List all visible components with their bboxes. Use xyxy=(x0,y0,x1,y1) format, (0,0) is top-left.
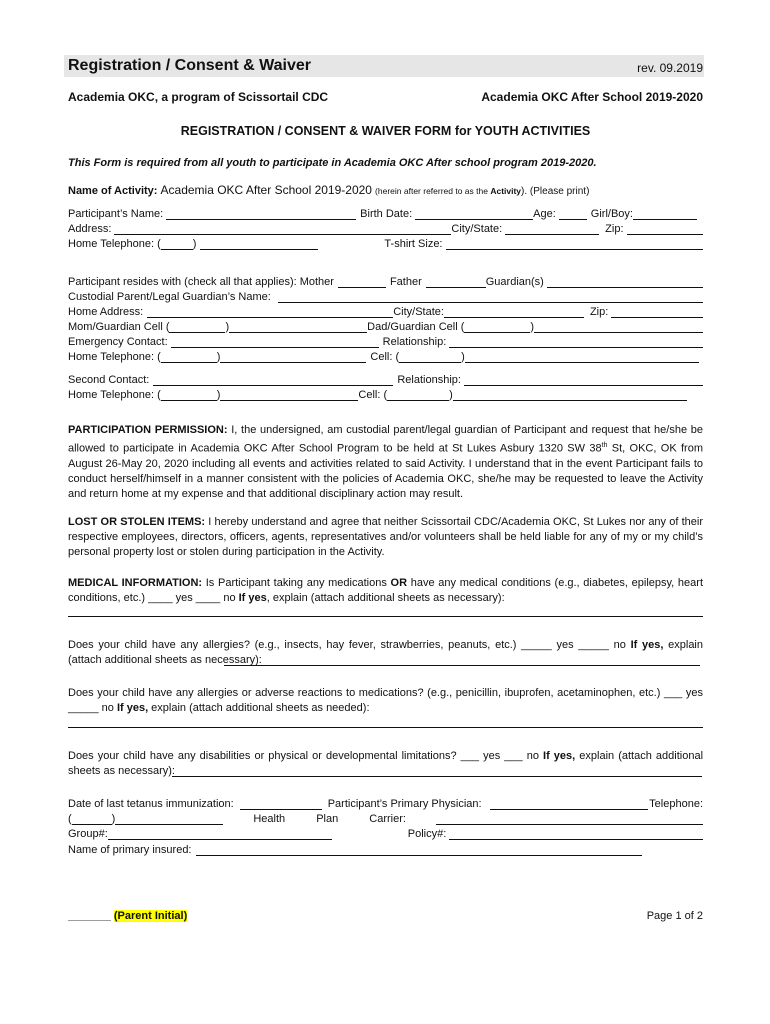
org-row xyxy=(68,90,703,104)
dad-cell-label: Dad/Guardian Cell ( xyxy=(367,321,465,333)
plan-row: ( ) Health Plan Carrier: xyxy=(68,813,703,825)
tetanus-row xyxy=(68,798,703,810)
medical-text-3: , explain (attach additional sheets as necessary): xyxy=(266,592,505,604)
zip-label: Zip: xyxy=(605,223,624,235)
physician-phone-label: Telephone: xyxy=(649,798,703,810)
second-cell-label: Cell: ( xyxy=(358,389,388,401)
custodial-field[interactable] xyxy=(278,293,703,303)
medical-text-2: have any medical conditions (e.g., diabetes, epilepsy, heart conditions, etc.) ____ yes ____ no xyxy=(68,577,704,604)
permission-text-1: I, the undersigned, am custodial parent/legal guardian of Participant and request that he/she be allowed to participate in Academia OKC After School Program to be held at St Lukes Asbury 1320 SW 38 xyxy=(68,424,703,455)
lost-paragraph xyxy=(68,515,703,560)
guardian-zip-label: Zip: xyxy=(589,306,609,318)
relationship2-field[interactable] xyxy=(464,376,703,386)
tetanus-field[interactable] xyxy=(240,800,322,810)
guardian-city-label: City/State: xyxy=(393,306,444,318)
reactions-if-yes: If yes, xyxy=(116,702,149,714)
physician-label: Participant’s Primary Physician: xyxy=(327,798,482,810)
cell-row: Mom/Guardian Cell ( ) Dad/Guardian Cell ( ) xyxy=(68,321,703,333)
city-field[interactable] xyxy=(505,225,599,235)
allergies-explain-field[interactable] xyxy=(224,654,700,666)
org-name: Academia OKC, a program of Scissortail CDC xyxy=(68,90,329,104)
second-contact-field[interactable] xyxy=(153,376,393,386)
revision: rev. 09.2019 xyxy=(637,61,703,75)
permission-sup: th xyxy=(601,442,608,449)
guardians-label: Guardian(s) xyxy=(485,276,544,288)
phone-area-field[interactable] xyxy=(161,240,193,250)
footer-row xyxy=(68,910,703,922)
activity-note-end: ). (Please print) xyxy=(521,186,590,197)
age-field[interactable] xyxy=(559,210,587,220)
phone-field[interactable] xyxy=(200,240,318,250)
medical-paragraph xyxy=(68,576,703,606)
reactions-explain-field[interactable] xyxy=(68,716,703,728)
emergency-field[interactable] xyxy=(171,338,379,348)
dad-cell-field[interactable] xyxy=(534,323,703,333)
mother-field[interactable] xyxy=(338,278,386,288)
medical-text-1: Is Participant taking any medications xyxy=(202,577,391,589)
policy-field[interactable] xyxy=(449,830,703,840)
phone-close: ) xyxy=(192,238,197,250)
activity-value[interactable]: Academia OKC After School 2019-2020 xyxy=(160,183,372,197)
group-label: Group#: xyxy=(68,828,108,840)
mom-cell-field[interactable] xyxy=(229,323,367,333)
group-field[interactable] xyxy=(108,830,332,840)
insured-field[interactable] xyxy=(196,846,642,856)
reactions-text-1: Does your child have any allergies or adverse reactions to medications? (e.g., penicillin, ibuprofen, acetaminophen, etc.) ___ yes _____ no xyxy=(68,687,703,714)
participant-name-row xyxy=(68,208,703,220)
tshirt-label: T-shirt Size: xyxy=(384,238,443,250)
page-number: Page 1 of 2 xyxy=(646,910,703,922)
guardian-city-field[interactable] xyxy=(444,308,584,318)
form-title: REGISTRATION / CONSENT & WAIVER FORM for YOUTH ACTIVITIES xyxy=(180,124,591,138)
allergies-text-2: explain (attach additional sheets as necessary): xyxy=(68,639,703,666)
allergies-text-1: Does your child have any allergies? (e.g., insects, hay fever, strawberries, peanuts, etc.) _____ yes _____ no xyxy=(68,639,631,651)
emergency-row xyxy=(68,336,703,348)
program-name: Academia OKC After School 2019-2020 xyxy=(481,90,703,104)
parent-initial-field[interactable]: _______ xyxy=(68,910,111,922)
medical-heading: MEDICAL INFORMATION: xyxy=(68,577,203,589)
father-field[interactable] xyxy=(426,278,486,288)
disabilities-if-yes: If yes, xyxy=(543,750,576,762)
physician-field[interactable] xyxy=(490,800,648,810)
medical-explain-field[interactable] xyxy=(68,605,703,617)
plan-field[interactable] xyxy=(436,815,703,825)
phone-label: Home Telephone: ( xyxy=(68,238,161,250)
allergies-if-yes: If yes, xyxy=(630,639,664,651)
tshirt-field[interactable] xyxy=(446,240,704,250)
permission-text-2: St, OKC, OK from August 26-May 20, 2020 including all events and activities related to said Activity. I understand that in the event Participant fails to conduct herself/himself in a manner consistent with the policies of Academia OKC, she/he may be requested to leave the Activity and return home at my expense and that additional disciplinary action may result. xyxy=(68,442,703,500)
relationship-field[interactable] xyxy=(449,338,703,348)
guardian-phone-label: Home Telephone: ( xyxy=(68,351,161,363)
birth-date-label: Birth Date: xyxy=(360,208,413,220)
group-row xyxy=(68,828,703,840)
custodial-row xyxy=(68,291,703,303)
guardian-phone-area-field[interactable] xyxy=(161,353,217,363)
activity-label: Name of Activity: xyxy=(68,185,158,197)
age-label: Age: xyxy=(533,208,556,220)
reactions-text-2: explain (attach additional sheets as needed): xyxy=(148,702,370,714)
tetanus-label: Date of last tetanus immunization: xyxy=(68,798,234,810)
relationship2-label: Relationship: xyxy=(397,374,461,386)
home-address-label: Home Address: xyxy=(68,306,144,318)
activity-note-bold: Activity xyxy=(490,186,522,196)
participant-name-field[interactable] xyxy=(166,210,356,220)
dad-cell-area-field[interactable] xyxy=(464,323,530,333)
participant-name-label: Participant’s Name: xyxy=(68,208,164,220)
physician-phone-field[interactable] xyxy=(115,815,223,825)
second-phone-area-field[interactable] xyxy=(161,391,217,401)
parent-initial-label: (Parent Initial) xyxy=(113,910,188,922)
physician-phone-area-field[interactable] xyxy=(72,815,112,825)
disabilities-text-1: Does your child have any disabilities or physical or developmental limitations? ___ yes ___ no xyxy=(68,750,544,762)
plan-label: Health Plan Carrier: xyxy=(253,813,406,825)
disabilities-explain-field[interactable] xyxy=(172,765,702,777)
custodial-label: Custodial Parent/Legal Guardian’s Name: xyxy=(68,291,271,303)
zip-field[interactable] xyxy=(627,225,703,235)
address-field[interactable] xyxy=(114,225,451,235)
address-row xyxy=(68,223,703,235)
permission-heading: PARTICIPATION PERMISSION: xyxy=(68,424,228,436)
relationship-label: Relationship: xyxy=(382,336,447,348)
mom-cell-area-field[interactable] xyxy=(169,323,225,333)
required-note: This Form is required from all youth to participate in Academia OKC After school program 2019-2020. xyxy=(68,157,597,169)
home-address-field[interactable] xyxy=(147,308,393,318)
second-phone-row: Home Telephone: ( ) Cell: ( ) xyxy=(68,389,703,401)
insured-label: Name of primary insured: xyxy=(68,844,192,856)
guardian-phone-row: Home Telephone: ( ) Cell: ( ) xyxy=(68,351,703,363)
second-phone-field[interactable] xyxy=(220,391,358,401)
document-title: Registration / Consent & Waiver xyxy=(68,57,311,74)
guardian-cell-field[interactable] xyxy=(465,353,699,363)
disabilities-text-2: explain (attach additional sheets as necessary): xyxy=(68,750,704,777)
lost-text: I hereby understand and agree that neither Scissortail CDC/Academia OKC, St Lukes nor any of their respective employees, directors, officers, agents, representatives and/or volunteers shall be held liable for any of my or my child’s personal property lost or stolen during participation in the Activity. xyxy=(68,516,703,558)
guardian-cell-area-field[interactable] xyxy=(399,353,461,363)
insured-row xyxy=(68,844,703,856)
father-label: Father xyxy=(389,276,422,288)
home-phone-row xyxy=(68,238,703,250)
home-address-row xyxy=(68,306,703,318)
mom-cell-label: Mom/Guardian Cell ( xyxy=(68,321,170,333)
guardian-zip-field[interactable] xyxy=(611,308,703,318)
activity-note: (herein after referred to as the xyxy=(375,186,491,196)
medical-if-yes: If yes xyxy=(238,592,267,604)
second-phone-label: Home Telephone: ( xyxy=(68,389,161,401)
second-cell-field[interactable] xyxy=(453,391,687,401)
address-label: Address: xyxy=(68,223,112,235)
birth-date-field[interactable] xyxy=(415,210,533,220)
city-label: City/State: xyxy=(451,223,503,235)
activity-row xyxy=(68,183,703,197)
resides-label: Participant resides with (check all that applies): Mother xyxy=(68,276,334,288)
emergency-label: Emergency Contact: xyxy=(68,336,168,348)
second-cell-area-field[interactable] xyxy=(387,391,449,401)
lost-heading: LOST OR STOLEN ITEMS: xyxy=(68,516,206,528)
resides-row xyxy=(68,276,703,288)
reactions-paragraph xyxy=(68,686,703,716)
second-contact-label: Second Contact: xyxy=(68,374,150,386)
medical-or: OR xyxy=(390,577,408,589)
guardian-cell-label: Cell: ( xyxy=(370,351,400,363)
gender-label: Girl/Boy: xyxy=(590,208,633,220)
permission-paragraph xyxy=(68,423,703,502)
second-contact-row xyxy=(68,374,703,386)
policy-label: Policy#: xyxy=(407,828,447,840)
gender-field[interactable] xyxy=(633,210,697,220)
guardians-field[interactable] xyxy=(547,278,703,288)
guardian-phone-field[interactable] xyxy=(220,353,366,363)
